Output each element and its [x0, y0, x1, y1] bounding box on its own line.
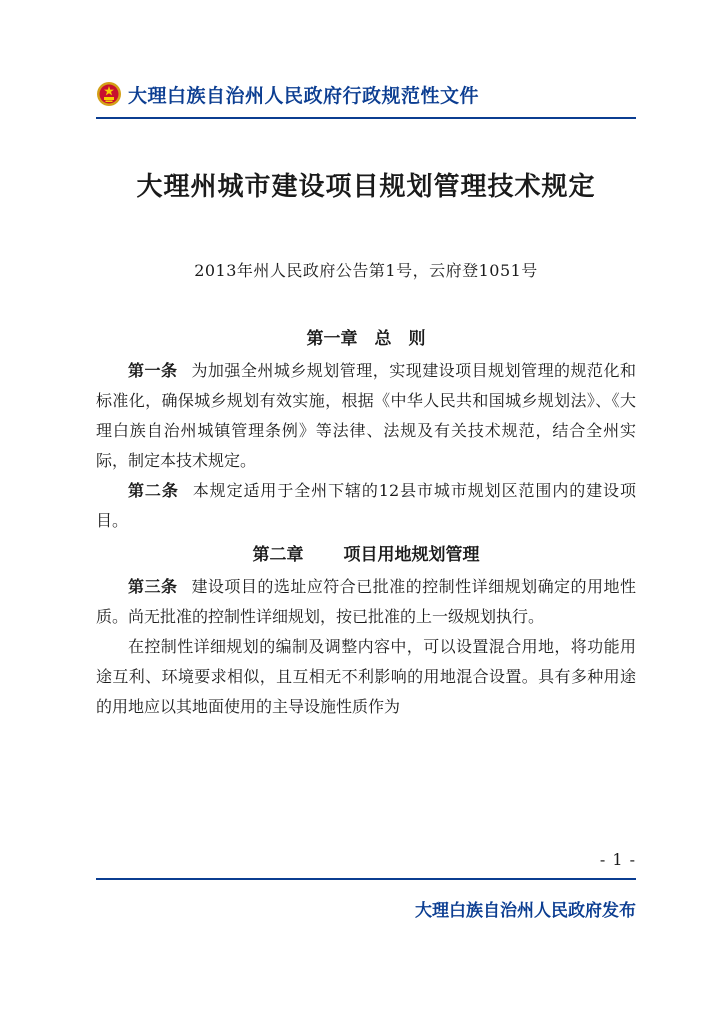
article-paragraph — [96, 572, 636, 632]
document-header — [96, 74, 636, 114]
article-label: 第一条 — [128, 361, 178, 380]
article-paragraph — [96, 476, 636, 536]
article-continuation: 在控制性详细规划的编制及调整内容中，可以设置混合用地，将功能用途互利、环境要求相似，且互相无不利影响的用地混合设置。具有多种用途的用地应以其地面使用的主导设施性质作为 — [96, 637, 636, 716]
article-text: 为加强全州城乡规划管理，实现建设项目规划管理的规范化和标准化，确保城乡规划有效实施，根据《中华人民共和国城乡规划法》、《大理白族自治州城镇管理条例》等法律、法规及有关技术规范，结合全州实际，制定本技术规定。 — [96, 361, 636, 470]
document-title: 大理州城市建设项目规划管理技术规定 — [136, 172, 596, 202]
footer-divider — [96, 878, 636, 880]
header-divider — [96, 117, 636, 119]
document-number: 2013年州人民政府公告第1号，云府登1051号 — [194, 261, 538, 280]
national-emblem-icon — [96, 81, 122, 107]
article-label: 第三条 — [128, 577, 178, 596]
article-label: 第二条 — [128, 481, 179, 500]
document-body — [96, 320, 636, 722]
article-text: 本规定适用于全州下辖的12县市城市规划区范围内的建设项目。 — [96, 481, 636, 530]
chapter-heading: 第二章 项目用地规划管理 — [252, 545, 480, 565]
article-text: 建设项目的选址应符合已批准的控制性详细规划确定的用地性质。尚无批准的控制性详细规划，按已批准的上一级规划执行。 — [96, 577, 636, 626]
publisher-footer: 大理白族自治州人民政府发布 — [415, 901, 636, 921]
page-number: - 1 - — [599, 850, 636, 869]
article-paragraph — [96, 356, 636, 476]
header-title: 大理白族自治州人民政府行政规范性文件 — [128, 84, 480, 107]
chapter-heading: 第一章 总 则 — [306, 329, 426, 349]
